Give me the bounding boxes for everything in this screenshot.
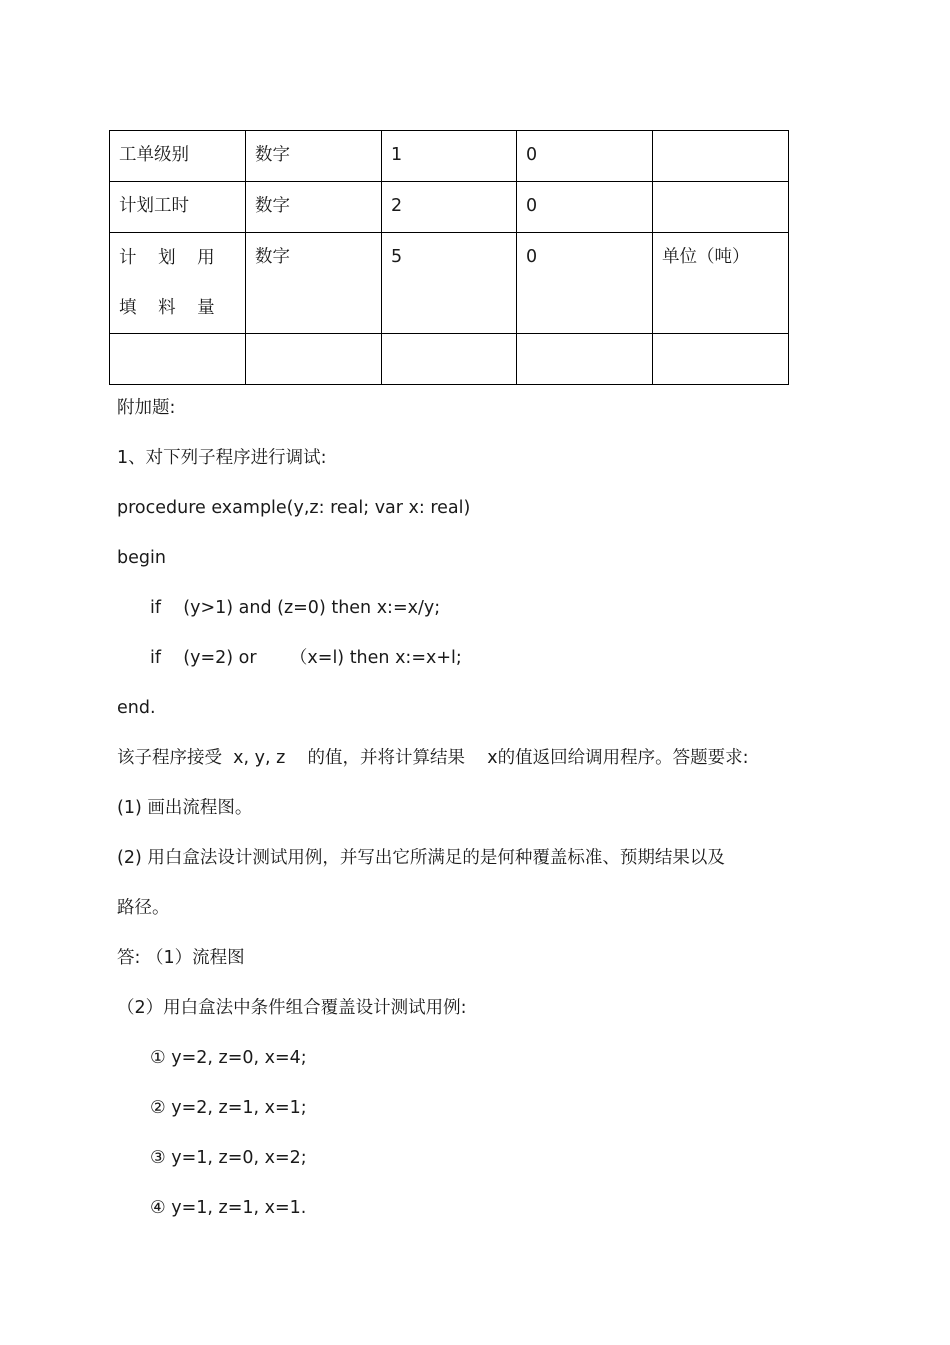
question-1: 1、对下列子程序进行调试: <box>117 448 327 468</box>
table-row <box>110 233 789 334</box>
table-cell: 1 <box>382 131 517 182</box>
table-cell <box>653 334 789 385</box>
table-cell: 数字 <box>246 131 382 182</box>
table-cell <box>382 334 517 385</box>
table-cell: 计 划 用 填 料 量 <box>110 233 246 334</box>
table-row <box>110 182 789 233</box>
table-cell: 数字 <box>246 233 382 334</box>
table-cell: 0 <box>517 233 653 334</box>
problem-description: 该子程序接受 x, y, z 的值，并将计算结果 x的值返回给调用程序。答题要求: <box>117 748 749 768</box>
answer-2: （2）用白盒法中条件组合覆盖设计测试用例: <box>117 998 467 1018</box>
table-cell: 计划工时 <box>110 182 246 233</box>
test-case: ③ y=1, z=0, x=2; <box>150 1148 307 1168</box>
table-cell <box>653 182 789 233</box>
code-line: end. <box>117 698 156 718</box>
requirement-2: (2) 用白盒法设计测试用例，并写出它所满足的是何种覆盖标准、预期结果以及 <box>117 848 725 868</box>
table-cell: 2 <box>382 182 517 233</box>
table-cell <box>653 131 789 182</box>
code-line: if (y>1) and (z=0) then x:=x/y; <box>150 598 441 618</box>
table-cell: 0 <box>517 182 653 233</box>
table-cell: 单位（吨） <box>653 233 789 334</box>
table-cell: 5 <box>382 233 517 334</box>
appendix-heading: 附加题: <box>117 398 176 418</box>
test-case: ② y=2, z=1, x=1; <box>150 1098 307 1118</box>
requirement-2-continued: 路径。 <box>117 898 170 918</box>
test-case: ④ y=1, z=1, x=1. <box>150 1198 307 1218</box>
code-line: begin <box>117 548 166 568</box>
code-line: procedure example(y,z: real; var x: real) <box>117 498 471 518</box>
table-cell: 数字 <box>246 182 382 233</box>
table-row <box>110 131 789 182</box>
answer-1: 答: （1）流程图 <box>117 948 245 968</box>
table-cell <box>110 334 246 385</box>
table-cell: 工单级别 <box>110 131 246 182</box>
table-row <box>110 334 789 385</box>
field-definition-table <box>109 130 789 385</box>
table-cell: 0 <box>517 131 653 182</box>
table-cell <box>246 334 382 385</box>
code-line: if (y=2) or （x=l) then x:=x+l; <box>150 648 462 668</box>
table-cell <box>517 334 653 385</box>
requirement-1: (1) 画出流程图。 <box>117 798 253 818</box>
test-case: ① y=2, z=0, x=4; <box>150 1048 307 1068</box>
